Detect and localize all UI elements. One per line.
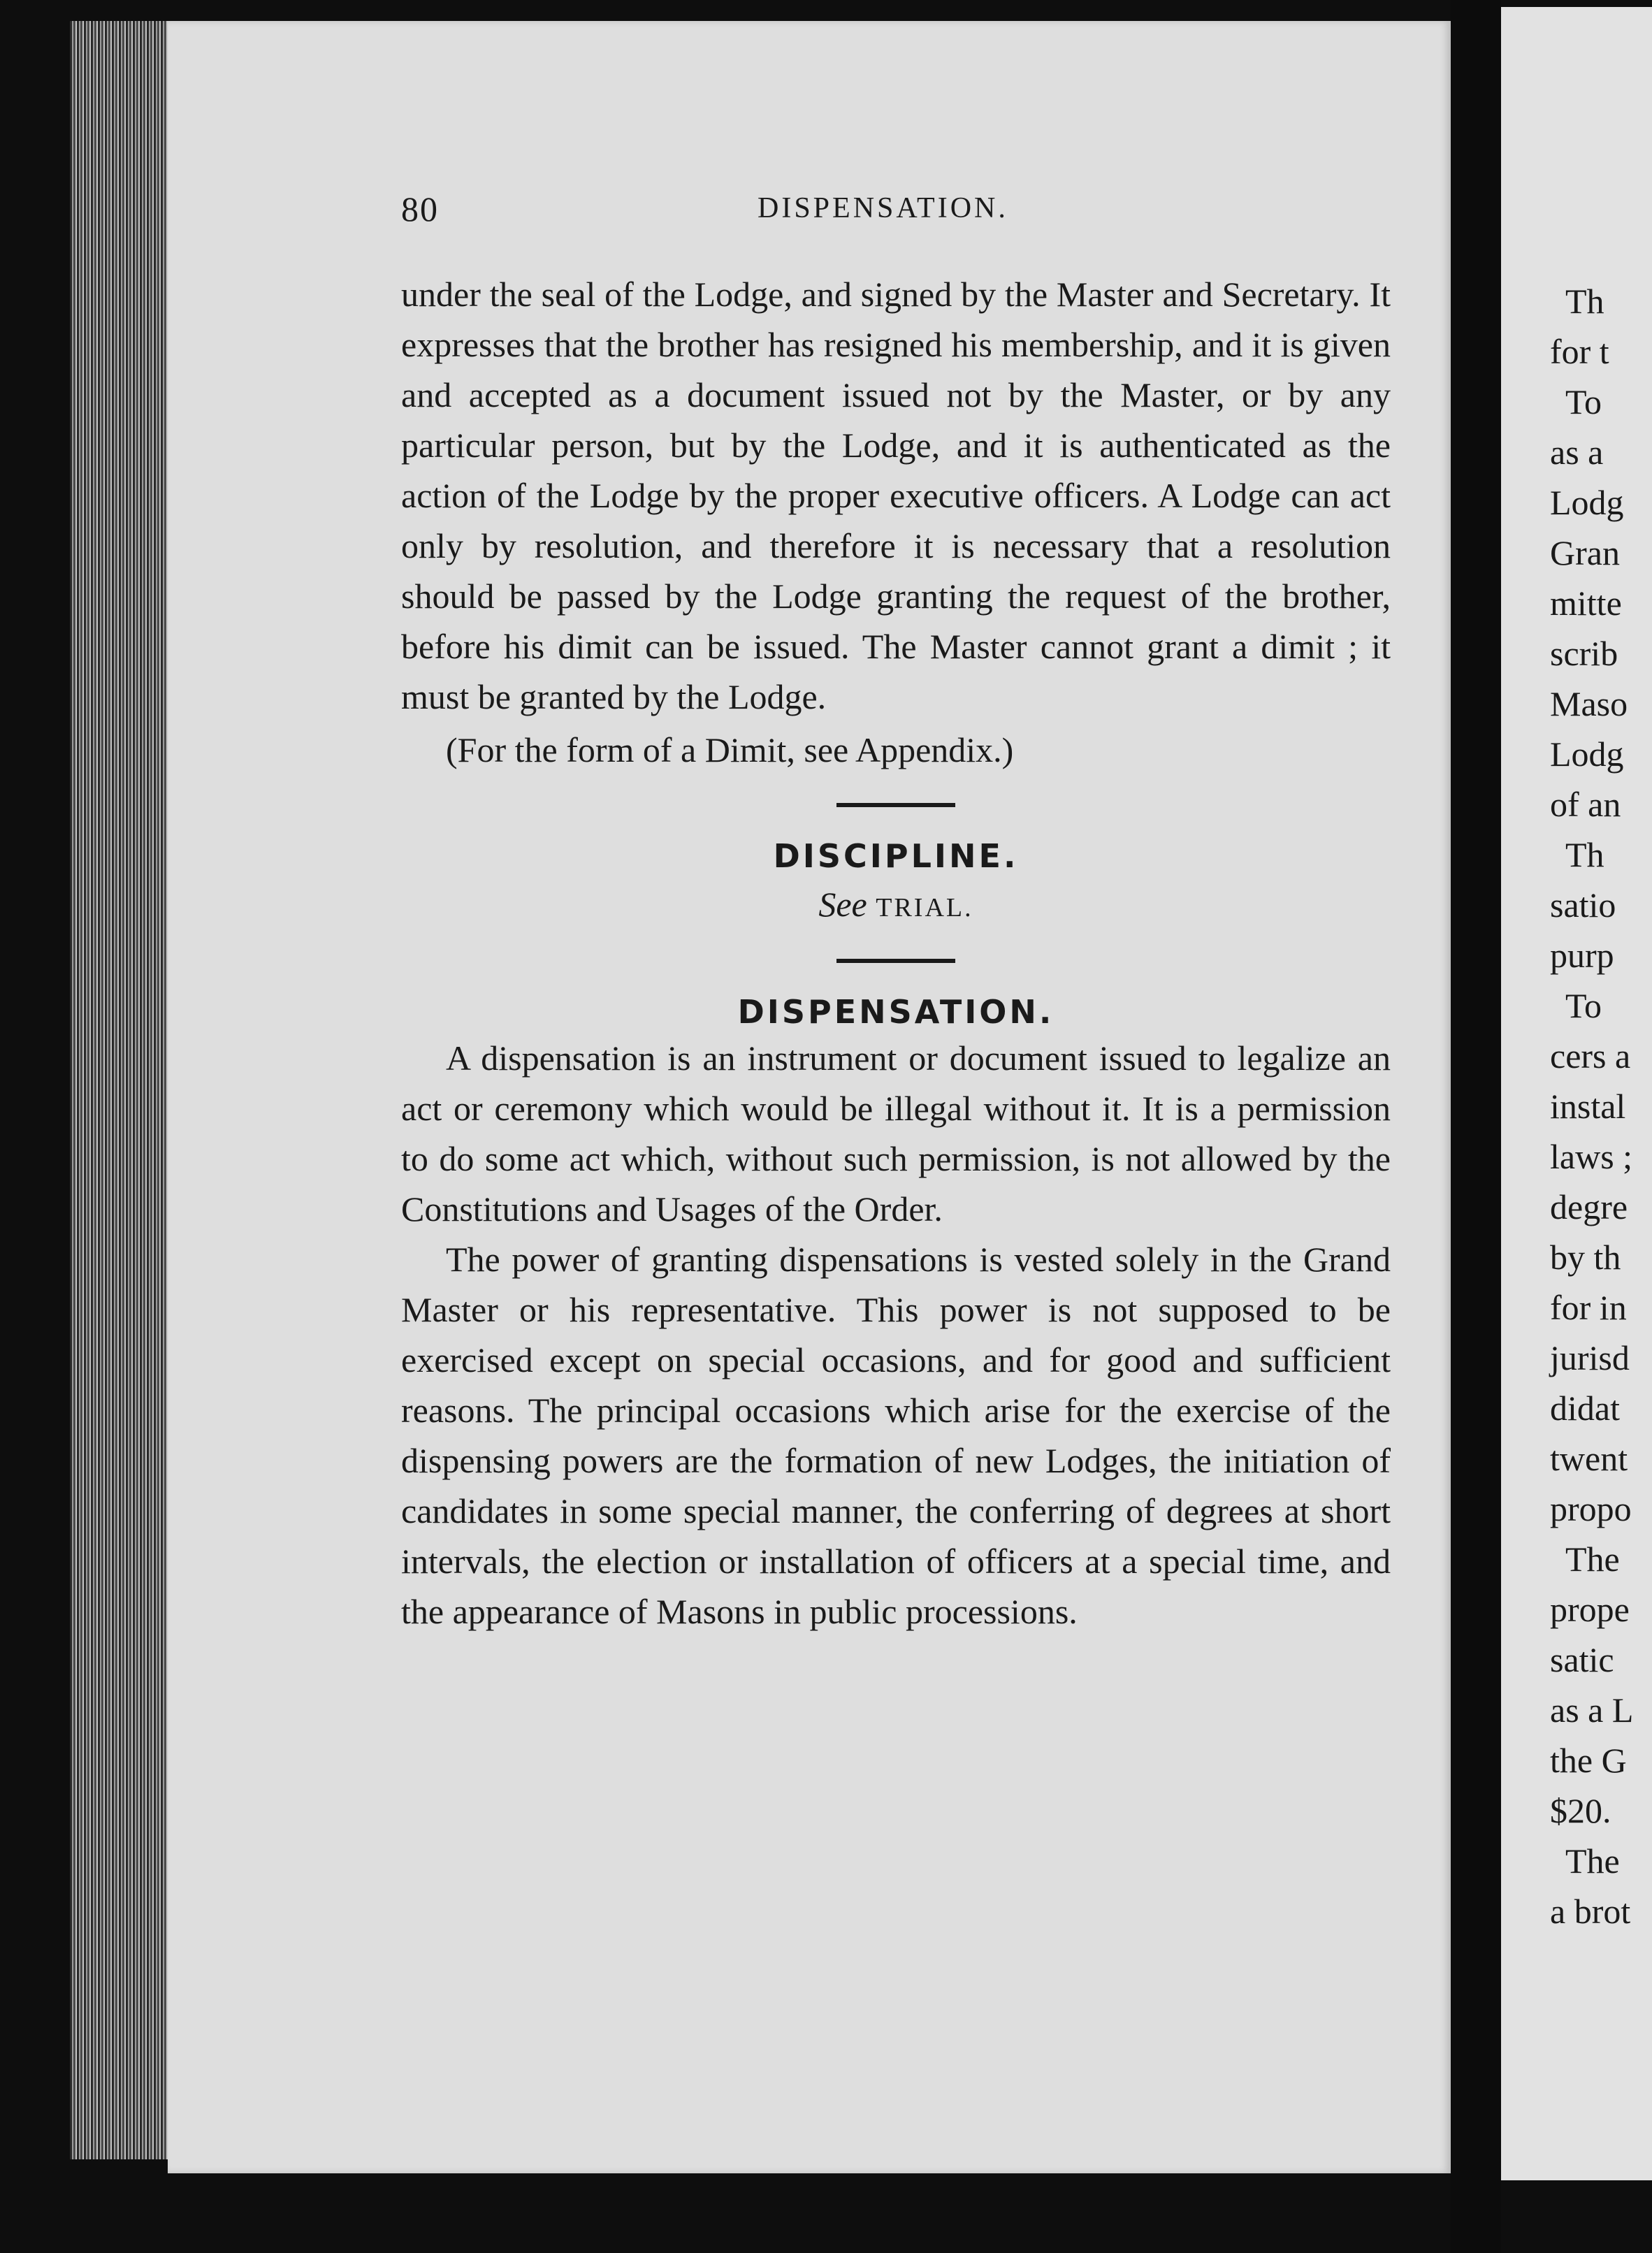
right-line: didat — [1550, 1389, 1620, 1428]
section-rule — [836, 959, 955, 963]
body-paragraph: The power of granting dispensations is vested solely in the Grand Master or his representative. This power is not supposed to be exercised except on special occasions, and for good and sufficient reasons. The principal occasions which arise for the exercise of the dispensing powers are the formation of new Lodges, the initiation of candidates in some special manner, the conferring of degrees at short intervals, the election or installation of officers at a special time, and the appearance of Masons in public processions. — [401, 1240, 1391, 1631]
right-line: The — [1565, 1540, 1620, 1579]
see-word: See — [818, 885, 867, 924]
body-paragraph: under the seal of the Lodge, and signed by the Master and Secretary. It expresses that the brother has resigned his membership, and it is given and accepted as a document issued not by the Master, or by any particular person, but by the Lodge, and it is authenticated as the action of the Lodge by the proper executive officers. A Lodge can act only by resolution, and therefore it is necessary that a resolution should be passed by the Lodge granting the request of the brother, before his dimit can be issued. The Master cannot grant a dimit ; it must be granted by the Lodge. — [401, 275, 1391, 716]
right-line: satic — [1550, 1640, 1614, 1679]
right-page — [1501, 7, 1652, 2180]
right-line: mitte — [1550, 584, 1622, 623]
see-target: TRIAL. — [876, 893, 973, 922]
right-line: the G — [1550, 1741, 1627, 1780]
page-number: 80 — [401, 189, 439, 229]
right-line: Maso — [1550, 684, 1628, 723]
right-line: for in — [1550, 1288, 1627, 1327]
dispensation-heading: DISPENSATION. — [737, 993, 1055, 1031]
right-line: Th — [1565, 835, 1604, 874]
right-line: prope — [1550, 1590, 1630, 1629]
right-line: a brot — [1550, 1892, 1631, 1931]
right-line: To — [1565, 986, 1602, 1025]
right-line: cers a — [1550, 1036, 1631, 1075]
running-head — [401, 189, 1407, 245]
right-line: To — [1565, 382, 1602, 421]
right-line: degre — [1550, 1187, 1628, 1226]
right-page-text-fragments — [1501, 276, 1652, 1936]
right-line: as a L — [1550, 1690, 1634, 1730]
right-line: twent — [1550, 1439, 1628, 1478]
right-line: instal — [1550, 1087, 1626, 1126]
right-line: $20. — [1550, 1791, 1611, 1830]
right-line: Gran — [1550, 533, 1620, 572]
see-reference — [401, 881, 1391, 931]
right-line: of an — [1550, 785, 1621, 824]
right-line: purp — [1550, 936, 1614, 975]
right-line: for t — [1550, 332, 1609, 371]
right-line: Lodg — [1550, 734, 1624, 774]
right-line: propo — [1550, 1489, 1632, 1528]
right-line: as a — [1550, 433, 1604, 472]
right-line: by th — [1550, 1238, 1621, 1277]
body-paragraph: A dispensation is an instrument or document issued to legalize an act or ceremony which would be illegal without it. It is a permission to do some act which, without such permission, is not allowed by the Constitutions and Usages of the Order. — [401, 1038, 1391, 1229]
running-title: DISPENSATION. — [758, 192, 1008, 224]
right-line: scrib — [1550, 634, 1618, 673]
book-gutter — [1451, 0, 1501, 2253]
right-line: laws ; — [1550, 1137, 1633, 1176]
right-line: jurisd — [1550, 1338, 1630, 1377]
main-text — [401, 269, 1391, 1637]
book-page-edges — [70, 21, 175, 2159]
right-line: satio — [1550, 885, 1616, 925]
discipline-heading: DISCIPLINE. — [773, 837, 1019, 875]
right-line: The — [1565, 1841, 1620, 1881]
right-line: Lodg — [1550, 483, 1624, 522]
right-line: Th — [1565, 282, 1604, 321]
appendix-note: (For the form of a Dimit, see Appendix.) — [446, 730, 1014, 769]
section-rule — [836, 803, 955, 807]
